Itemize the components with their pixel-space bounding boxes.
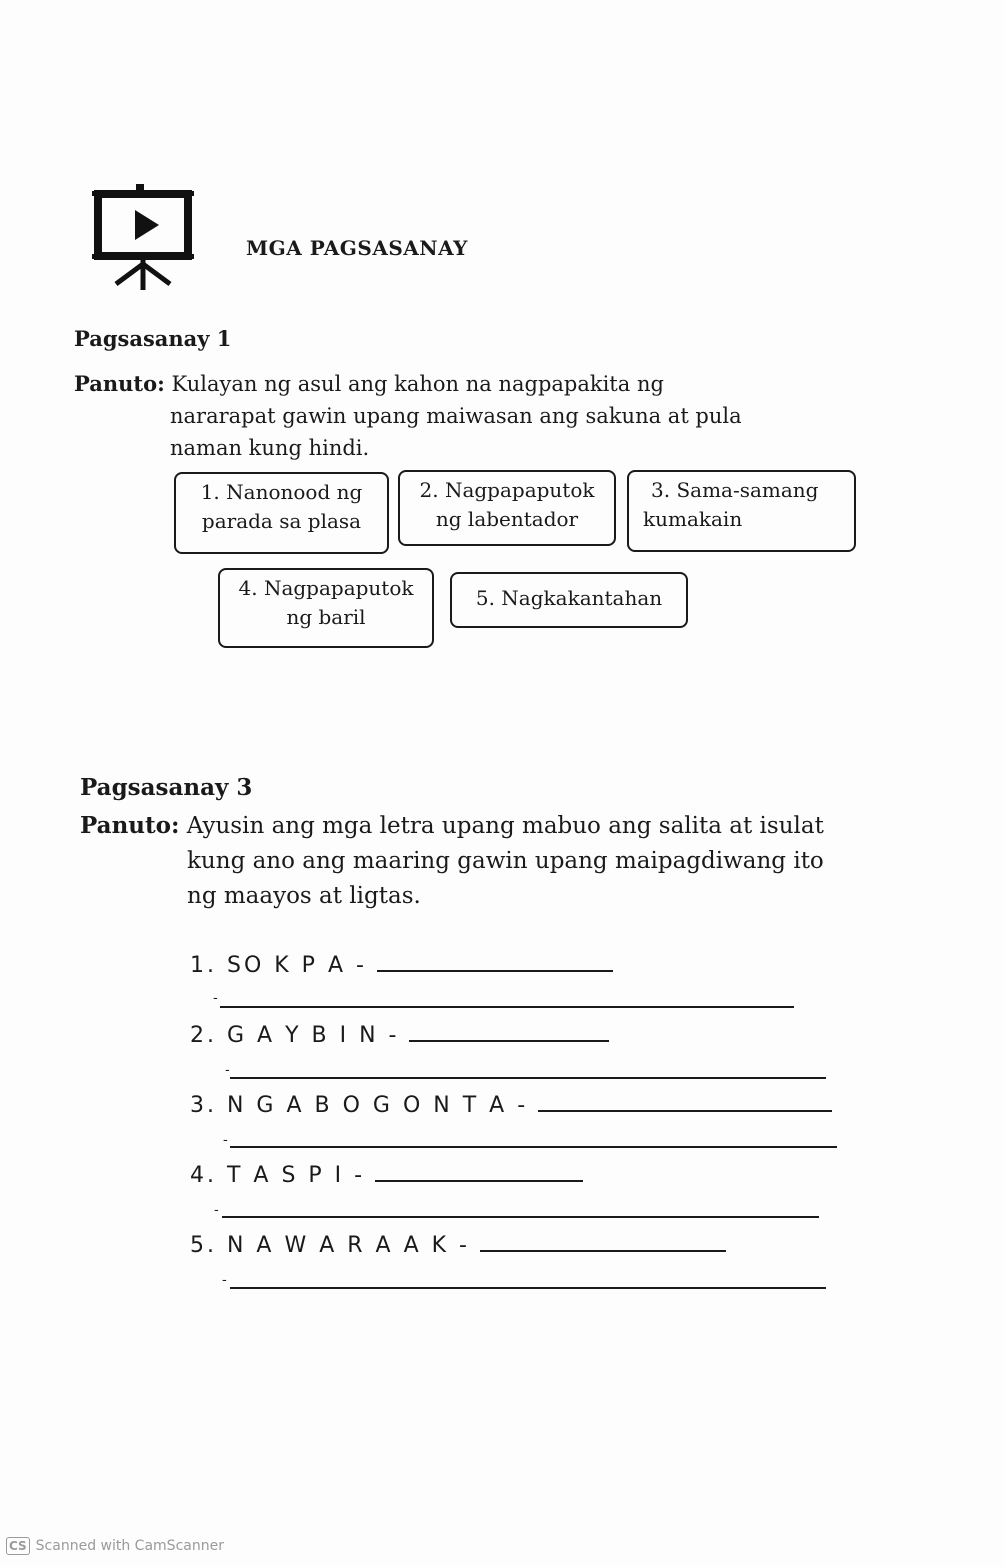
choice-text: 5. Nagkakantahan <box>475 586 663 610</box>
bullet-tick: - <box>222 1272 227 1288</box>
section-title: MGA PAGSASANAY <box>246 236 468 260</box>
word-answer-blank[interactable] <box>375 1160 583 1182</box>
choice-text: 1. Nanonood ng <box>200 480 363 504</box>
scramble-word: 1. SO K P A - <box>190 953 367 978</box>
exercise1-title: Pagsasanay 1 <box>74 326 232 351</box>
scramble-word: 3. N G A B O G O N T A - <box>190 1093 529 1118</box>
exercise3-title: Pagsasanay 3 <box>80 774 253 801</box>
bullet-tick: - <box>225 1062 230 1078</box>
exercise1-instruction-line: Kulayan ng asul ang kahon na nagpapakita ng <box>171 372 664 396</box>
exercise3-instruction <box>80 808 900 914</box>
scramble-word: 2. G A Y B I N - <box>190 1023 400 1048</box>
choice-text: 4. Nagpapaputok <box>238 576 414 600</box>
word-answer-blank[interactable] <box>377 950 613 972</box>
action-answer-line[interactable] <box>220 1006 794 1008</box>
choice-box-3[interactable] <box>627 470 856 552</box>
choice-box-1[interactable] <box>174 472 389 554</box>
action-answer-line[interactable] <box>230 1287 826 1289</box>
choice-text: parada sa plasa <box>201 509 362 533</box>
word-answer-blank[interactable] <box>538 1090 832 1112</box>
exercise3-instruction-line: kung ano ang maaring gawin upang maipagdiwang ito <box>187 848 824 874</box>
exercise1-instruction-line: naman kung hindi. <box>170 436 370 460</box>
scramble-item-3 <box>190 1090 832 1118</box>
scramble-word: 4. T A S P I - <box>190 1163 366 1188</box>
choice-text: ng labentador <box>435 507 579 531</box>
watermark-text: Scanned with CamScanner <box>35 1538 224 1554</box>
scramble-word: 5. N A W A R A A K - <box>190 1233 470 1258</box>
scramble-item-5 <box>190 1230 726 1258</box>
word-answer-blank[interactable] <box>409 1020 609 1042</box>
choice-box-5[interactable] <box>450 572 688 628</box>
exercise3-instruction-line: Ayusin ang mga letra upang mabuo ang salita at isulat <box>186 813 824 839</box>
choice-box-2[interactable] <box>398 470 616 546</box>
scanner-watermark <box>6 1537 224 1555</box>
exercise3-instruction-label: Panuto: <box>80 812 180 839</box>
exercise1-instruction-line: nararapat gawin upang maiwasan ang sakuna at pula <box>170 404 742 428</box>
action-answer-line[interactable] <box>230 1146 837 1148</box>
choice-text: ng baril <box>286 605 366 629</box>
choice-text: kumakain <box>643 507 743 531</box>
scramble-item-4 <box>190 1160 583 1188</box>
bullet-tick: - <box>213 990 218 1006</box>
action-answer-line[interactable] <box>230 1077 826 1079</box>
action-answer-line[interactable] <box>222 1216 819 1218</box>
choice-text: 3. Sama-samang <box>651 478 819 502</box>
exercise1-instruction <box>74 368 834 464</box>
bullet-tick: - <box>214 1202 219 1218</box>
choice-box-4[interactable] <box>218 568 434 648</box>
camscanner-badge-icon: CS <box>6 1537 30 1555</box>
scramble-item-1 <box>190 950 613 978</box>
presentation-board-icon <box>88 184 198 294</box>
bullet-tick: - <box>223 1132 228 1148</box>
exercise1-instruction-label: Panuto: <box>74 371 165 396</box>
word-answer-blank[interactable] <box>480 1230 726 1252</box>
scramble-item-2 <box>190 1020 609 1048</box>
choice-text: 2. Nagpapaputok <box>419 478 595 502</box>
exercise3-instruction-line: ng maayos at ligtas. <box>187 883 421 909</box>
